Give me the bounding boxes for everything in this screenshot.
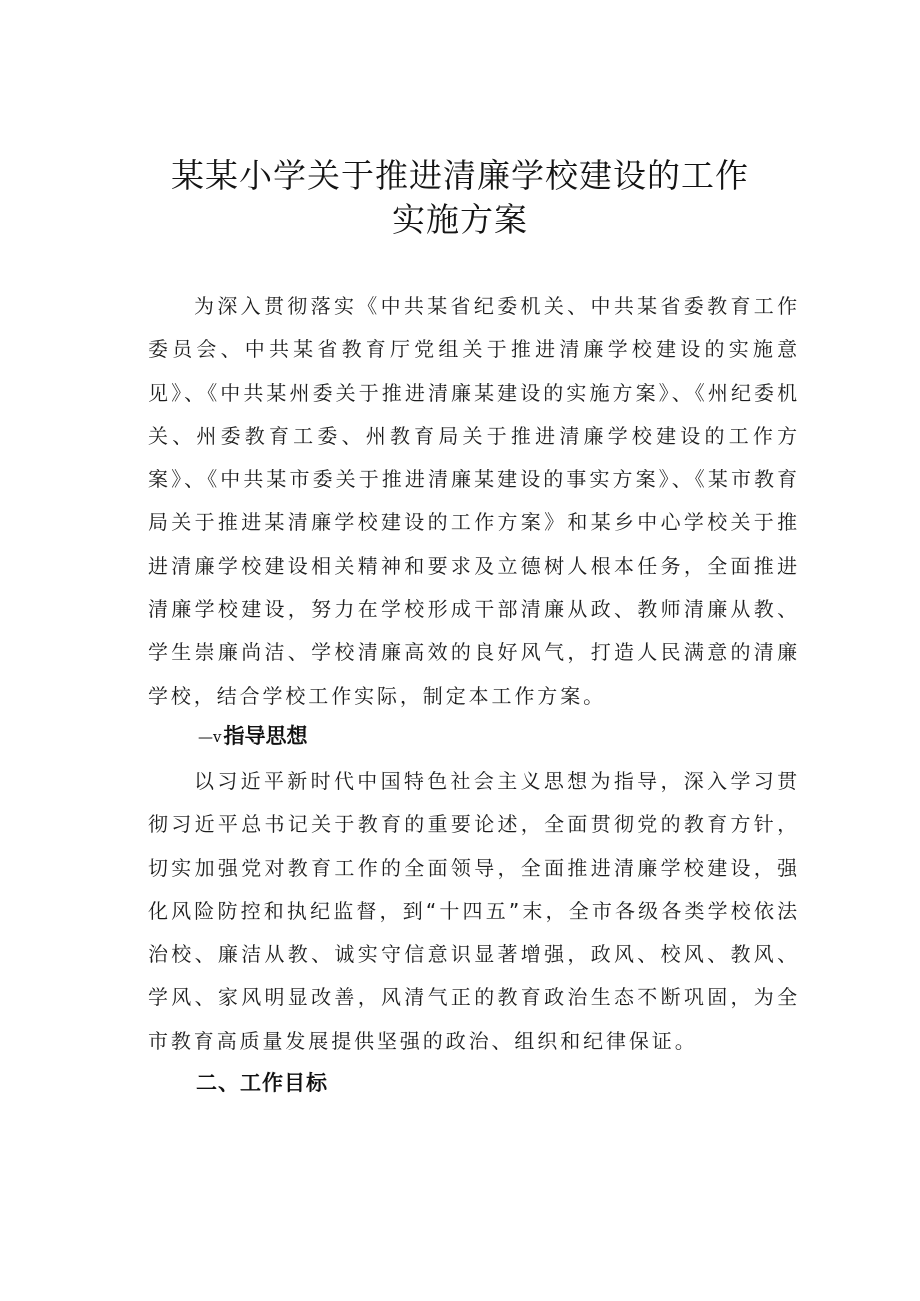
intro-paragraph: 为深入贯彻落实《中共某省纪委机关、中共某省委教育工作委员会、中共某省教育厅党组关于推进清廉学校建设的实施意见》、《中共某州委关于推进清廉某建设的实施方案》、《州纪委机关、州委教育工委、州教育局关于推进清廉学校建设的工作方案》、《中共某市委关于推进清廉某建设的事实方案》、《某市教育局关于推进某清廉学校建设的工作方案》和某乡中心学校关于推进清廉学校建设相关精神和要求及立德树人根本任务，全面推进清廉学校建设，努力在学校形成干部清廉从政、教师清廉从教、学生崇廉尚洁、学校清廉高效的良好风气，打造人民满意的清廉学校，结合学校工作实际，制定本工作方案。 <box>148 294 800 708</box>
section-heading-guiding-ideology <box>198 721 307 752</box>
section-number: —v <box>198 728 222 746</box>
guiding-ideology-paragraph: 以习近平新时代中国特色社会主义思想为指导，深入学习贯彻习近平总书记关于教育的重要论述，全面贯彻党的教育方针，切实加强党对教育工作的全面领导，全面推进清廉学校建设，强化风险防控和执纪监督，到“十四五”末，全市各级各类学校依法治校、廉洁从教、诚实守信意识显著增强，政风、校风、教风、学风、家风明显改善，风清气正的教育政治生态不断巩固，为全市教育高质量发展提供坚强的政治、组织和纪律保证。 <box>148 769 800 1053</box>
document-title-line-2: 实施方案 <box>392 200 528 239</box>
document-title-line-1: 某某小学关于推进清廉学校建设的工作 <box>171 156 749 195</box>
section-heading-text: 指导思想 <box>223 724 308 748</box>
section-heading-work-goals: 二、工作目标 <box>196 1071 328 1095</box>
